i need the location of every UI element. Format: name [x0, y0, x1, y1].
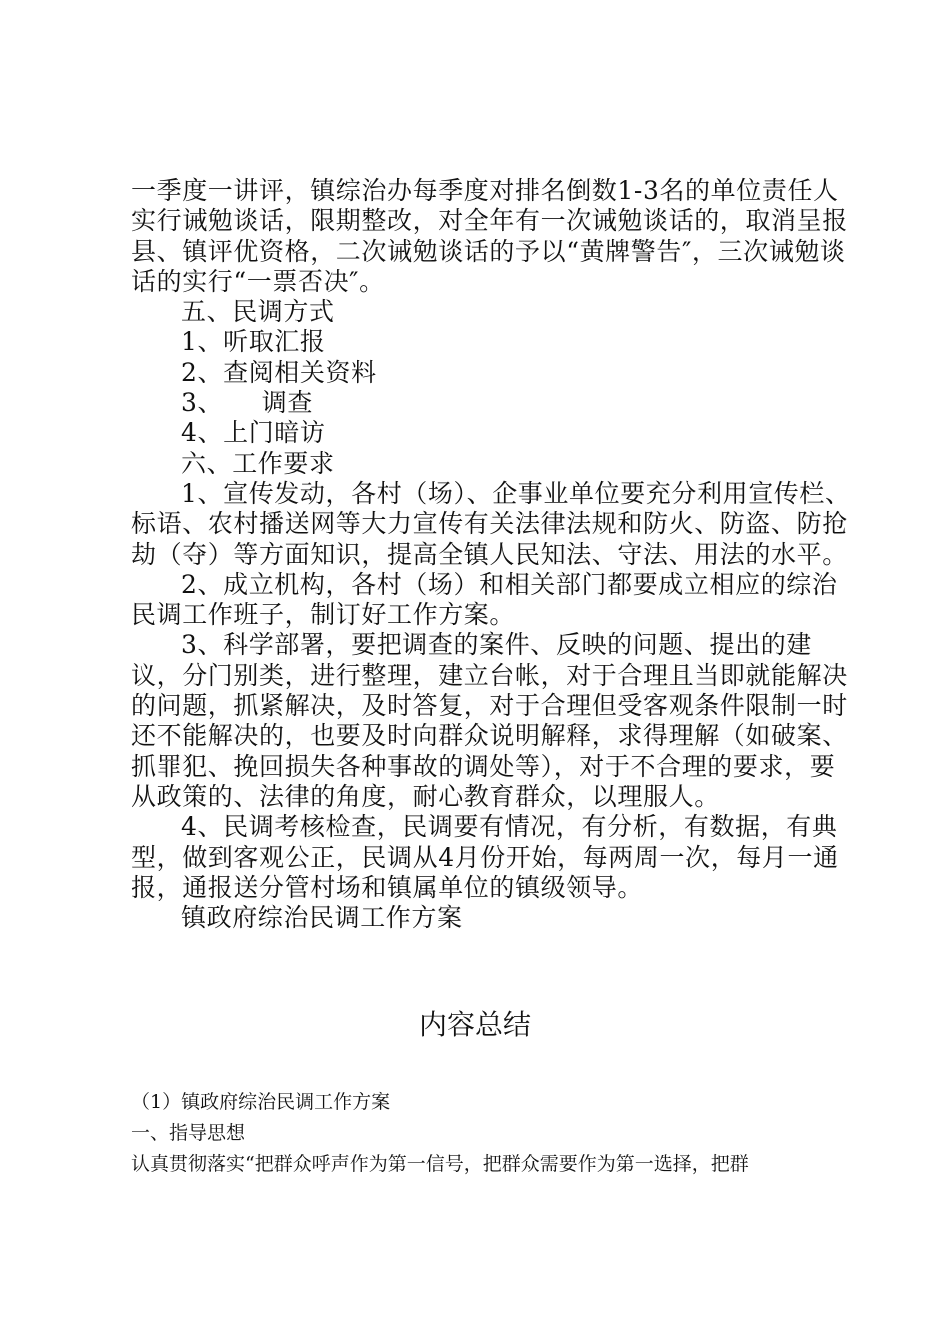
requirement-paragraph-3: 3、科学部署，要把调查的案件、反映的问题、提出的建议，分门别类，进行整理，建立台帐，对于合理且当即就能解决的问题，抓紧解决，及时答复，对于合理但受客观条件限制一时还不能解决的，也要及时向群众说明解释，求得理解（如破案、抓罪犯、挽回损失各种事故的调处等），对于不合理的要求，要从政策的、法律的角度，耐心教育群众，以理服人。 — [131, 630, 848, 811]
summary-section — [131, 1087, 851, 1180]
summary-title: 内容总结 — [418, 1008, 531, 1041]
summary-line-2: 一、指导思想 — [131, 1122, 246, 1144]
method-item-1: 1、听取汇报 — [181, 327, 326, 357]
section-heading-work-requirements: 六、工作要求 — [181, 448, 335, 478]
method-item-3: 3、 调查 — [181, 388, 314, 418]
paragraph-evaluation: 一季度一讲评，镇综治办每季度对排名倒数1-3名的单位责任人实行诫勉谈话，限期整改，对全年有一次诫勉谈话的，取消呈报县、镇评优资格，二次诫勉谈话的予以“黄牌警告″，三次诫勉谈话的实行“一票否决″。 — [131, 176, 848, 296]
document-body — [131, 176, 851, 933]
summary-line-3: 认真贯彻落实“把群众呼声作为第一信号，把群众需要作为第一选择，把群 — [131, 1153, 749, 1175]
method-item-2: 2、查阅相关资料 — [181, 357, 377, 387]
summary-line-1: （1）镇政府综治民调工作方案 — [131, 1091, 391, 1113]
method-item-4: 4、上门暗访 — [181, 418, 326, 448]
document-footer-title: 镇政府综治民调工作方案 — [181, 903, 463, 933]
requirement-paragraph-4: 4、民调考核检查，民调要有情况，有分析，有数据，有典型，做到客观公正，民调从4月份开始，每两周一次，每月一通报，通报送分管村场和镇属单位的镇级领导。 — [131, 812, 839, 902]
requirement-paragraph-1: 1、宣传发动，各村（场）、企事业单位要充分利用宣传栏、标语、农村播送网等大力宣传有关法律法规和防火、防盗、防抢劫（夺）等方面知识，提高全镇人民知法、守法、用法的水平。 — [131, 478, 851, 569]
section-heading-survey-methods: 五、民调方式 — [181, 297, 335, 327]
requirement-paragraph-2: 2、成立机构，各村（场）和相关部门都要成立相应的综治民调工作班子，制订好工作方案。 — [131, 569, 838, 630]
